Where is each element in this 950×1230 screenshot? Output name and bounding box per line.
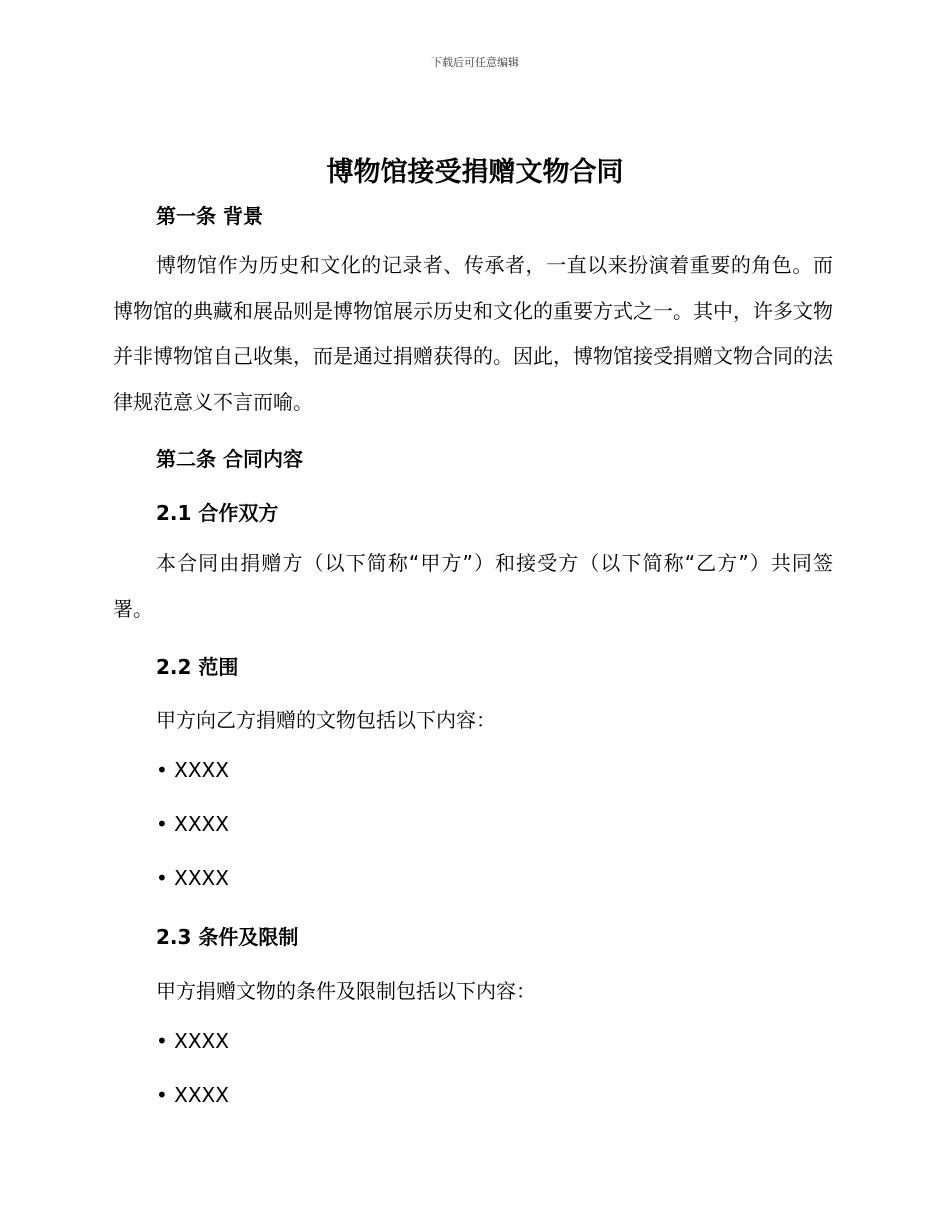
section-2-heading: 第二条 合同内容 xyxy=(156,447,303,471)
section-1-heading: 第一条 背景 xyxy=(156,204,263,228)
subsection-2-2-intro: 甲方向乙方捐赠的文物包括以下内容： xyxy=(156,708,496,732)
header-note: 下载后可任意编辑 xyxy=(431,56,519,69)
list-item: • XXXX xyxy=(156,758,229,782)
subsection-2-3-intro: 甲方捐赠文物的条件及限制包括以下内容： xyxy=(156,979,536,1003)
list-item: • XXXX xyxy=(156,1029,229,1053)
subsection-2-3-heading: 2.3 条件及限制 xyxy=(156,925,299,949)
list-item: • XXXX xyxy=(156,812,229,836)
list-item: • XXXX xyxy=(156,1083,229,1107)
subsection-2-1-paragraph: 本合同由捐赠方（以下简称“甲方”）和接受方（以下简称“乙方”）共同签署。 xyxy=(113,551,833,621)
subsection-2-2-heading: 2.2 范围 xyxy=(156,655,239,679)
list-item: • XXXX xyxy=(156,866,229,890)
document-title: 博物馆接受捐赠文物合同 xyxy=(326,157,624,188)
subsection-2-1-heading: 2.1 合作双方 xyxy=(156,501,279,525)
section-1-paragraph: 博物馆作为历史和文化的记录者、传承者，一直以来扮演着重要的角色。而博物馆的典藏和展品则是博物馆展示历史和文化的重要方式之一。其中，许多文物并非博物馆自己收集，而是通过捐赠获得的。因此，博物馆接受捐赠文物合同的法律规范意义不言而喻。 xyxy=(113,253,833,414)
